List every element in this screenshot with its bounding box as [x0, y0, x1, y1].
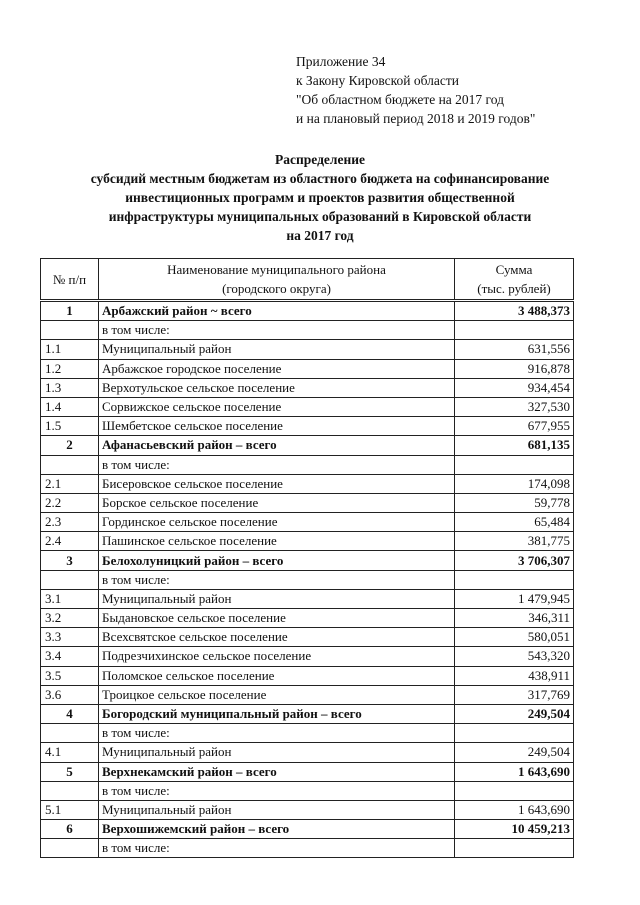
- cell-name: Верхотульское сельское поселение: [99, 378, 455, 397]
- table-row-label: [41, 455, 574, 474]
- table-row-total: [41, 704, 574, 723]
- cell-sum: 438,911: [455, 666, 574, 685]
- table-row: [41, 417, 574, 436]
- cell-sum: 1 479,945: [455, 589, 574, 608]
- cell-sum: 10 459,213: [455, 820, 574, 839]
- table-row: [41, 493, 574, 512]
- table-row: [41, 589, 574, 608]
- cell-sum: 677,955: [455, 417, 574, 436]
- table-row: [41, 474, 574, 493]
- cell-sum: 327,530: [455, 397, 574, 416]
- cell-num: 1.1: [41, 340, 99, 359]
- table-body: [41, 301, 574, 858]
- cell-name: Всехсвятское сельское поселение: [99, 628, 455, 647]
- header-name-line1: Наименование муниципального района: [167, 262, 386, 277]
- header-sum-line2: (тыс. рублей): [477, 281, 551, 296]
- cell-sum: 3 488,373: [455, 301, 574, 321]
- cell-num: 1: [41, 301, 99, 321]
- cell-num: 1.3: [41, 378, 99, 397]
- cell-name: в том числе:: [99, 781, 455, 800]
- cell-num: [41, 321, 99, 340]
- cell-name: Подрезчихинское сельское поселение: [99, 647, 455, 666]
- table-row-total: [41, 436, 574, 455]
- cell-num: 2.2: [41, 493, 99, 512]
- cell-name: Шембетское сельское поселение: [99, 417, 455, 436]
- cell-sum: 543,320: [455, 647, 574, 666]
- table-row: [41, 647, 574, 666]
- appendix-line: и на плановый период 2018 и 2019 годов": [296, 111, 536, 126]
- cell-name: Поломское сельское поселение: [99, 666, 455, 685]
- cell-name: Муниципальный район: [99, 340, 455, 359]
- table-row: [41, 340, 574, 359]
- cell-num: 3.1: [41, 589, 99, 608]
- cell-sum: 1 643,690: [455, 800, 574, 819]
- cell-name: Арбажское городское поселение: [99, 359, 455, 378]
- cell-num: 3.2: [41, 609, 99, 628]
- table-row: [41, 359, 574, 378]
- cell-name: Троицкое сельское поселение: [99, 685, 455, 704]
- cell-num: 5.1: [41, 800, 99, 819]
- cell-num: 1.4: [41, 397, 99, 416]
- cell-num: [41, 781, 99, 800]
- header-name: [99, 259, 455, 301]
- table-row-label: [41, 724, 574, 743]
- appendix-line: Приложение 34: [296, 54, 386, 69]
- cell-sum: 916,878: [455, 359, 574, 378]
- header-sum: [455, 259, 574, 301]
- cell-num: [41, 839, 99, 858]
- appendix-line: "Об областном бюджете на 2017 год: [296, 92, 504, 107]
- cell-name: Муниципальный район: [99, 589, 455, 608]
- header-num: № п/п: [41, 259, 99, 301]
- appendix-line: к Закону Кировской области: [296, 73, 460, 88]
- distribution-table: [40, 258, 574, 858]
- cell-num: 1.2: [41, 359, 99, 378]
- cell-sum: 174,098: [455, 474, 574, 493]
- cell-num: [41, 570, 99, 589]
- cell-num: 2.3: [41, 513, 99, 532]
- cell-sum: 681,135: [455, 436, 574, 455]
- table-row-total: [41, 301, 574, 321]
- cell-num: 3.3: [41, 628, 99, 647]
- document-title: [30, 150, 610, 245]
- table-row: [41, 532, 574, 551]
- cell-sum: [455, 570, 574, 589]
- cell-name: Пашинское сельское поселение: [99, 532, 455, 551]
- cell-sum: 631,556: [455, 340, 574, 359]
- cell-name: Белохолуницкий район – всего: [99, 551, 455, 570]
- cell-sum: 3 706,307: [455, 551, 574, 570]
- table-row: [41, 685, 574, 704]
- table-row-label: [41, 839, 574, 858]
- title-line: субсидий местным бюджетам из областного бюджета на софинансирование: [90, 171, 550, 186]
- table-row: [41, 513, 574, 532]
- cell-name: в том числе:: [99, 321, 455, 340]
- cell-sum: 1 643,690: [455, 762, 574, 781]
- cell-sum: 59,778: [455, 493, 574, 512]
- header-sum-line1: Сумма: [495, 262, 533, 277]
- cell-name: Верхнекамский район – всего: [99, 762, 455, 781]
- cell-sum: 65,484: [455, 513, 574, 532]
- table-row-total: [41, 820, 574, 839]
- table-row: [41, 628, 574, 647]
- table-row-label: [41, 321, 574, 340]
- title-line: на 2017 год: [286, 228, 354, 243]
- cell-sum: [455, 724, 574, 743]
- table-row-total: [41, 762, 574, 781]
- cell-name: в том числе:: [99, 724, 455, 743]
- cell-name: Верхошижемский район – всего: [99, 820, 455, 839]
- table-row: [41, 666, 574, 685]
- table-row: [41, 609, 574, 628]
- cell-num: [41, 455, 99, 474]
- cell-name: Сорвижское сельское поселение: [99, 397, 455, 416]
- cell-num: 2.4: [41, 532, 99, 551]
- cell-name: в том числе:: [99, 570, 455, 589]
- cell-num: 4: [41, 704, 99, 723]
- table-row-total: [41, 551, 574, 570]
- cell-sum: 381,775: [455, 532, 574, 551]
- cell-name: Богородский муниципальный район – всего: [99, 704, 455, 723]
- cell-name: Муниципальный район: [99, 800, 455, 819]
- table-row: [41, 397, 574, 416]
- cell-name: Арбажский район ~ всего: [99, 301, 455, 321]
- cell-sum: 346,311: [455, 609, 574, 628]
- cell-name: Борское сельское поселение: [99, 493, 455, 512]
- table-row: [41, 378, 574, 397]
- cell-num: 3.5: [41, 666, 99, 685]
- cell-num: 6: [41, 820, 99, 839]
- cell-num: 2.1: [41, 474, 99, 493]
- cell-sum: 249,504: [455, 743, 574, 762]
- cell-name: в том числе:: [99, 455, 455, 474]
- cell-num: 3.6: [41, 685, 99, 704]
- cell-sum: 317,769: [455, 685, 574, 704]
- table-row-label: [41, 570, 574, 589]
- cell-sum: [455, 321, 574, 340]
- cell-num: 2: [41, 436, 99, 455]
- cell-sum: 934,454: [455, 378, 574, 397]
- cell-num: 4.1: [41, 743, 99, 762]
- cell-name: Бисеровское сельское поселение: [99, 474, 455, 493]
- cell-name: Афанасьевский район – всего: [99, 436, 455, 455]
- cell-name: Гординское сельское поселение: [99, 513, 455, 532]
- cell-num: 1.5: [41, 417, 99, 436]
- cell-name: Быдановское сельское поселение: [99, 609, 455, 628]
- cell-num: 3.4: [41, 647, 99, 666]
- cell-num: [41, 724, 99, 743]
- title-line: инвестиционных программ и проектов развития общественной: [125, 190, 515, 205]
- cell-sum: [455, 455, 574, 474]
- cell-name: в том числе:: [99, 839, 455, 858]
- table-row: [41, 800, 574, 819]
- table-header-row: [41, 259, 574, 301]
- title-line: инфраструктуры муниципальных образований в Кировской области: [108, 209, 532, 224]
- title-line: Распределение: [274, 152, 366, 167]
- header-name-line2: (городского округа): [222, 281, 331, 296]
- cell-name: Муниципальный район: [99, 743, 455, 762]
- table-row: [41, 743, 574, 762]
- cell-sum: 249,504: [455, 704, 574, 723]
- cell-num: 3: [41, 551, 99, 570]
- table-row-label: [41, 781, 574, 800]
- cell-sum: [455, 781, 574, 800]
- cell-sum: 580,051: [455, 628, 574, 647]
- cell-num: 5: [41, 762, 99, 781]
- cell-sum: [455, 839, 574, 858]
- appendix-header: [296, 52, 535, 128]
